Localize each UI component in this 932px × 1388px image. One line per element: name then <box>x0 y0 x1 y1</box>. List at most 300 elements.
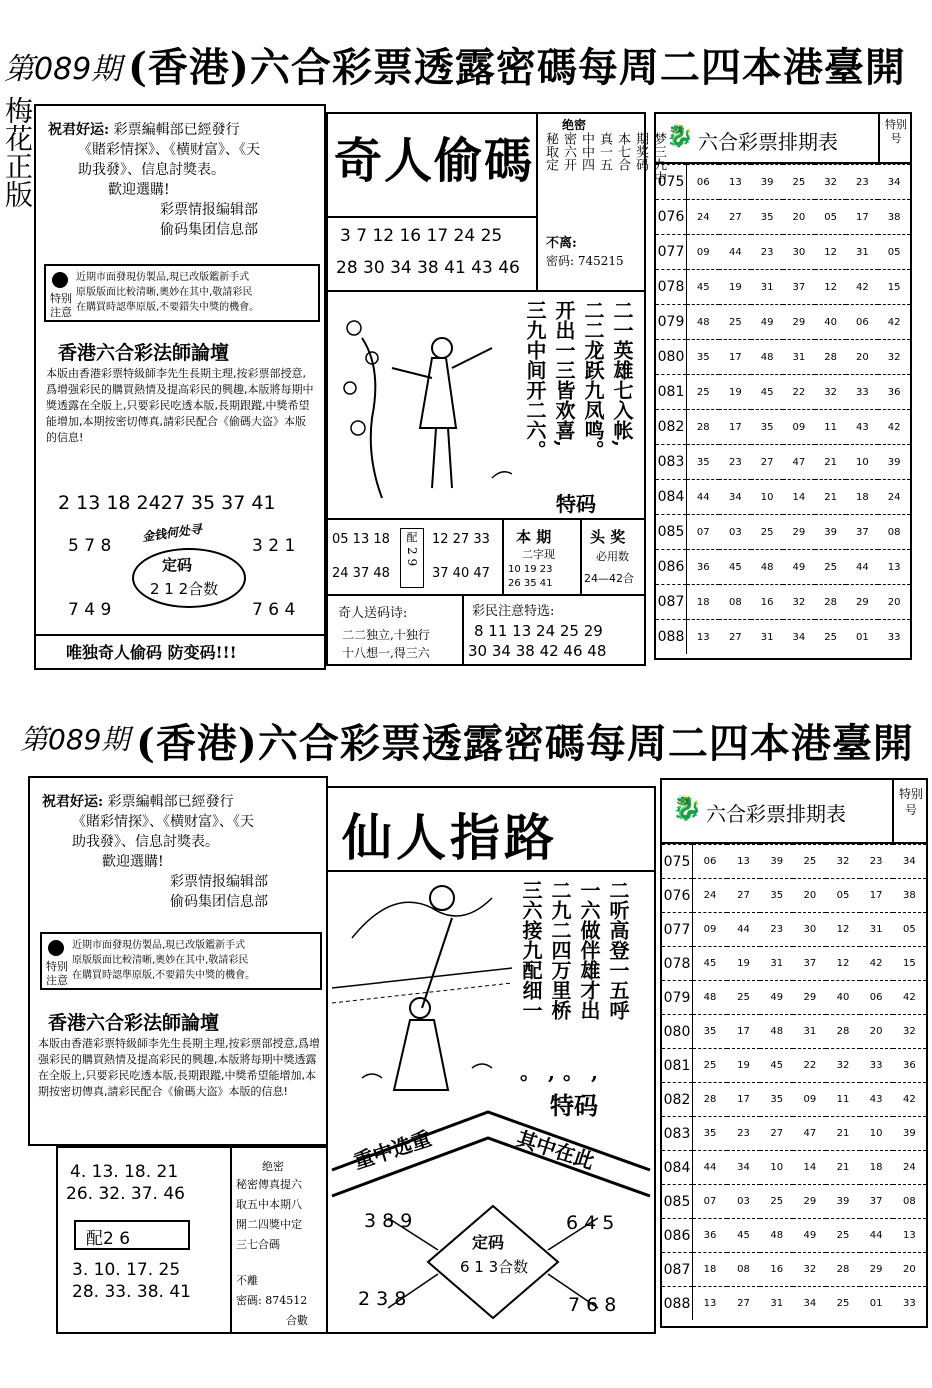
schedule-number: 34 <box>893 845 926 879</box>
schedule-number: 33 <box>893 1287 926 1321</box>
schedule-period: 087 <box>656 585 687 620</box>
schedule-number: 21 <box>826 1117 859 1151</box>
notice-label: 特别注意 <box>50 292 72 319</box>
schedule-number: 28 <box>826 1015 859 1049</box>
notice-line1-b: 近期市面發現仿製品,現已改版鑑新手式 <box>72 940 246 951</box>
caimin-box <box>462 594 646 666</box>
schedule-number: 31 <box>860 913 893 947</box>
schedule-row <box>662 913 926 947</box>
schedule-number: 01 <box>846 620 878 655</box>
schedule-number: 18 <box>860 1151 893 1185</box>
songma-box <box>326 594 464 666</box>
schedule-number: 18 <box>693 1253 727 1287</box>
schedule-number: 35 <box>751 200 783 235</box>
schedule-number: 13 <box>878 550 910 585</box>
diamond-tr: 6 4 5 <box>566 1212 615 1234</box>
schedule-number: 29 <box>783 305 815 340</box>
schedule-number: 27 <box>719 200 751 235</box>
schedule-number: 23 <box>860 845 893 879</box>
schedule-number: 36 <box>693 1219 727 1253</box>
oval-left-top: 5 7 8 <box>68 536 112 556</box>
greeting-line3-b: 助我發》、信息討獎表。 <box>72 834 219 850</box>
lower-pei: 配2 6 <box>86 1229 131 1249</box>
schedule-number: 34 <box>727 1151 760 1185</box>
schedule-number: 17 <box>846 200 878 235</box>
schedule-number: 27 <box>760 1117 793 1151</box>
schedule-number: 12 <box>815 235 847 270</box>
schedule-number: 06 <box>693 845 727 879</box>
schedule-number: 25 <box>815 620 847 655</box>
schedule-number: 36 <box>878 375 910 410</box>
schedule-number: 07 <box>693 1185 727 1219</box>
schedule-number: 11 <box>815 410 847 445</box>
schedule-number: 32 <box>815 165 847 200</box>
pei-right1: 12 27 33 <box>432 532 490 547</box>
footer-text: 唯独奇人偷码 防变码!!! <box>66 643 237 662</box>
secret-col6: 期奖码 <box>633 132 648 171</box>
schedule-number: 31 <box>760 1287 793 1321</box>
schedule-row <box>656 585 910 620</box>
schedule-number: 48 <box>693 981 727 1015</box>
poem-b-col3: 一六做伴雄才出 <box>577 880 601 1020</box>
banner-left: 重中选重 <box>350 1126 435 1174</box>
poem-col3: 二二龙跃九凤鸣。 <box>581 300 605 460</box>
lower-row4: 28. 33. 38. 41 <box>72 1282 191 1302</box>
pei-box <box>326 518 504 596</box>
schedule-row <box>656 515 910 550</box>
secret-col5: 本七合 <box>615 132 630 171</box>
left-panel-bottom <box>28 776 328 1146</box>
schedule-number: 07 <box>687 515 720 550</box>
schedule-number: 28 <box>826 1253 859 1287</box>
schedule-number: 38 <box>893 879 926 913</box>
schedule-row <box>656 270 910 305</box>
schedule-number: 45 <box>687 270 720 305</box>
schedule-number: 39 <box>815 515 847 550</box>
schedule-number: 08 <box>727 1253 760 1287</box>
schedule-top-special: 特别号 <box>878 114 912 162</box>
schedule-number: 36 <box>893 1049 926 1083</box>
schedule-number: 20 <box>860 1015 893 1049</box>
schedule-period: 075 <box>656 165 687 200</box>
schedule-period: 088 <box>656 620 687 655</box>
schedule-number: 32 <box>878 340 910 375</box>
schedule-number: 35 <box>693 1117 727 1151</box>
notice-box <box>44 264 320 322</box>
schedule-row <box>662 879 926 913</box>
schedule-period: 088 <box>662 1287 693 1321</box>
caimin-title: 彩民注意特选: <box>472 604 555 619</box>
greeting-line2: 《賭彩情探》、《横财富》、《天 <box>78 142 260 158</box>
side-title: 梅花正版 <box>1 96 34 208</box>
poem-col1: 三九中间开二六。 <box>523 300 547 460</box>
schedule-number: 34 <box>878 165 910 200</box>
schedule-number: 47 <box>783 445 815 480</box>
pei-left1: 05 13 18 <box>332 532 390 547</box>
schedule-number: 25 <box>793 845 826 879</box>
secret-col3: 中中四 <box>579 132 594 171</box>
schedule-number: 17 <box>719 410 751 445</box>
left-panel <box>34 104 326 670</box>
notice-line2: 原版版面比較清晰,奧妙在其中,敬請彩民 <box>76 287 253 298</box>
schedule-number: 49 <box>760 981 793 1015</box>
schedule-number: 28 <box>815 340 847 375</box>
benqi-sub: 二字现 <box>522 548 555 561</box>
schedule-number: 20 <box>793 879 826 913</box>
schedule-number: 32 <box>783 585 815 620</box>
schedule-number: 40 <box>826 981 859 1015</box>
schedule-number: 08 <box>878 515 910 550</box>
schedule-number: 29 <box>846 585 878 620</box>
schedule-number: 09 <box>693 913 727 947</box>
schedule-period: 076 <box>662 879 693 913</box>
pei-left2: 24 37 48 <box>332 566 390 581</box>
schedule-number: 35 <box>760 1083 793 1117</box>
schedule-period: 084 <box>662 1151 693 1185</box>
schedule-number: 21 <box>815 480 847 515</box>
notice-line3-b: 在購買時認準原版,不要錯失中獎的機會。 <box>72 970 256 981</box>
poem-b-col4: 二听高登一五呼 <box>606 880 630 1020</box>
poem-b-col1: 三六接九配细一 <box>519 880 543 1020</box>
schedule-number: 27 <box>727 879 760 913</box>
schedule-period: 078 <box>656 270 687 305</box>
issue-label: 第089期 <box>4 52 122 87</box>
lower-row2: 26. 32. 37. 46 <box>66 1184 185 1204</box>
schedule-number: 44 <box>719 235 751 270</box>
schedule-number: 13 <box>693 1287 727 1321</box>
schedule-number: 31 <box>846 235 878 270</box>
schedule-row <box>662 845 926 879</box>
schedule-number: 31 <box>751 620 783 655</box>
farmer-illustration <box>332 298 512 510</box>
pei-label: 配 <box>406 531 418 544</box>
schedule-number: 19 <box>719 270 751 305</box>
footer-rule <box>36 634 324 636</box>
schedule-number: 05 <box>893 913 926 947</box>
schedule-period: 081 <box>656 375 687 410</box>
schedule-number: 43 <box>846 410 878 445</box>
schedule-number: 23 <box>846 165 878 200</box>
poem-col2: 开出一三皆欢喜, <box>552 300 576 447</box>
schedule-top-table <box>656 164 910 654</box>
schedule-number: 30 <box>793 913 826 947</box>
schedule-number: 45 <box>693 947 727 981</box>
schedule-number: 27 <box>727 1287 760 1321</box>
schedule-number: 34 <box>719 480 751 515</box>
schedule-number: 39 <box>893 1117 926 1151</box>
schedule-number: 25 <box>751 515 783 550</box>
schedule-number: 03 <box>727 1185 760 1219</box>
oval-left-bottom: 7 4 9 <box>68 600 112 620</box>
pei-right2: 37 40 47 <box>432 566 490 581</box>
secret-col4: 真一五 <box>597 132 612 171</box>
schedule-row <box>656 480 910 515</box>
schedule-number: 29 <box>793 981 826 1015</box>
issue-label-bottom: 第089期 <box>20 723 130 756</box>
greeting-sign2-b: 偷码集团信息部 <box>170 894 268 910</box>
center-panel-bottom <box>326 786 656 1334</box>
schedule-number: 23 <box>727 1117 760 1151</box>
schedule-number: 35 <box>751 410 783 445</box>
schedule-number: 10 <box>751 480 783 515</box>
schedule-number: 32 <box>893 1015 926 1049</box>
schedule-number: 25 <box>826 1287 859 1321</box>
schedule-bottom <box>660 778 928 1328</box>
schedule-number: 48 <box>760 1015 793 1049</box>
schedule-number: 10 <box>860 1117 893 1151</box>
schedule-number: 06 <box>846 305 878 340</box>
schedule-number: 49 <box>751 305 783 340</box>
schedule-number: 14 <box>783 480 815 515</box>
schedule-row <box>662 1049 926 1083</box>
secret-b-line2: 取五中本期八 <box>236 1198 302 1211</box>
schedule-row <box>662 1287 926 1321</box>
schedule-number: 13 <box>719 165 751 200</box>
schedule-row <box>656 550 910 585</box>
schedule-number: 23 <box>760 913 793 947</box>
schedule-row <box>656 235 910 270</box>
schedule-top-icon: 🐉 <box>666 124 694 149</box>
schedule-number: 33 <box>878 620 910 655</box>
schedule-period: 085 <box>656 515 687 550</box>
schedule-number: 27 <box>719 620 751 655</box>
diamond-value: 6 1 3合数 <box>460 1258 529 1276</box>
schedule-number: 10 <box>846 445 878 480</box>
schedule-number: 48 <box>751 340 783 375</box>
schedule-number: 40 <box>815 305 847 340</box>
schedule-row <box>662 1117 926 1151</box>
schedule-number: 28 <box>693 1083 727 1117</box>
notice-dot-icon <box>52 272 68 288</box>
secret-b-buli: 不離 <box>236 1274 258 1287</box>
schedule-period: 084 <box>656 480 687 515</box>
schedule-number: 25 <box>693 1049 727 1083</box>
schedule-number: 21 <box>826 1151 859 1185</box>
toujiang-box <box>580 518 646 596</box>
schedule-row <box>656 375 910 410</box>
schedule-row <box>656 305 910 340</box>
schedule-number: 28 <box>815 585 847 620</box>
schedule-number: 05 <box>815 200 847 235</box>
schedule-number: 25 <box>815 550 847 585</box>
secret-box <box>536 112 666 292</box>
schedule-number: 29 <box>783 515 815 550</box>
schedule-number: 20 <box>846 340 878 375</box>
greeting-line1-b: 彩票編輯部已經發行 <box>107 794 234 810</box>
schedule-number: 14 <box>793 1151 826 1185</box>
schedule-number: 45 <box>760 1049 793 1083</box>
greeting-sign1-b: 彩票情报编辑部 <box>170 874 268 890</box>
schedule-number: 17 <box>727 1083 760 1117</box>
benqi-row2: 26 35 41 <box>508 578 553 589</box>
schedule-number: 44 <box>693 1151 727 1185</box>
schedule-period: 079 <box>662 981 693 1015</box>
schedule-row <box>662 1253 926 1287</box>
schedule-number: 37 <box>846 515 878 550</box>
schedule-number: 31 <box>793 1015 826 1049</box>
schedule-number: 44 <box>727 913 760 947</box>
greeting-bottom <box>42 792 322 912</box>
schedule-number: 24 <box>893 1151 926 1185</box>
schedule-number: 05 <box>826 879 859 913</box>
schedule-number: 29 <box>860 1253 893 1287</box>
benqi-title: 本 期 <box>516 528 552 546</box>
secret-b-heshu: 合數 <box>286 1314 308 1327</box>
schedule-number: 49 <box>783 550 815 585</box>
schedule-bottom-table <box>662 844 926 1320</box>
schedule-number: 32 <box>815 375 847 410</box>
schedule-number: 42 <box>893 981 926 1015</box>
schedule-number: 24 <box>687 200 720 235</box>
schedule-number: 16 <box>751 585 783 620</box>
schedule-number: 13 <box>893 1219 926 1253</box>
schedule-number: 45 <box>719 550 751 585</box>
schedule-number: 16 <box>760 1253 793 1287</box>
songma-line2: 十八想一,得三六 <box>342 646 430 660</box>
schedule-number: 32 <box>826 845 859 879</box>
oval-value: 2 1 2合数 <box>150 580 219 598</box>
schedule-number: 30 <box>783 235 815 270</box>
secret-b-mima: 密碼: 874512 <box>236 1294 308 1307</box>
schedule-number: 42 <box>893 1083 926 1117</box>
schedule-number: 35 <box>687 445 720 480</box>
schedule-number: 21 <box>815 445 847 480</box>
schedule-period: 079 <box>656 305 687 340</box>
pei-value: 2 9 <box>405 547 419 567</box>
greeting <box>48 120 320 240</box>
schedule-number: 09 <box>793 1083 826 1117</box>
schedule-number: 42 <box>846 270 878 305</box>
title-box <box>326 112 538 218</box>
secret-b-line4: 三七合碼 <box>236 1238 280 1251</box>
forum-text: 本版由香港彩票特級師李先生長期主理,按彩票部授意,爲增强彩民的購買熱情及提高彩民的興趣,本版將每期中獎透露在全版上,只要彩民吃透本版,長期跟蹤,中獎希望能增加,本期按密切傳真,請彩民配合《偷碼大盗》本版的信息! <box>46 367 314 444</box>
oval-right-bottom: 7 6 4 <box>252 600 296 620</box>
schedule-row <box>656 340 910 375</box>
secret-box-bottom <box>230 1146 328 1334</box>
poem-col4: 二一英雄七入帐, <box>610 300 634 447</box>
schedule-row <box>656 620 910 655</box>
title-nums-row1: 3 7 12 16 17 24 25 <box>340 226 503 246</box>
schedule-number: 35 <box>687 340 720 375</box>
schedule-number: 45 <box>727 1219 760 1253</box>
schedule-number: 28 <box>687 410 720 445</box>
oval-label: 定码 <box>162 556 193 574</box>
schedule-number: 15 <box>893 947 926 981</box>
secret-head: 绝密 <box>562 118 587 132</box>
schedule-number: 10 <box>760 1151 793 1185</box>
schedule-number: 17 <box>719 340 751 375</box>
schedule-number: 03 <box>719 515 751 550</box>
schedule-number: 25 <box>687 375 720 410</box>
schedule-number: 19 <box>719 375 751 410</box>
schedule-number: 37 <box>793 947 826 981</box>
schedule-number: 23 <box>751 235 783 270</box>
schedule-period: 078 <box>662 947 693 981</box>
forum-title-b: 香港六合彩法師論壇 <box>48 1012 220 1034</box>
schedule-number: 37 <box>860 1185 893 1219</box>
schedule-period: 080 <box>662 1015 693 1049</box>
forum-title: 香港六合彩法師論壇 <box>58 342 230 364</box>
schedule-number: 20 <box>893 1253 926 1287</box>
schedule-bottom-title: 六合彩票排期表 <box>706 802 846 826</box>
schedule-period: 077 <box>656 235 687 270</box>
schedule-top <box>654 112 912 660</box>
schedule-number: 48 <box>760 1219 793 1253</box>
schedule-number: 17 <box>727 1015 760 1049</box>
notice-line1: 近期市面發現仿製品,現已改版鑑新手式 <box>76 272 250 283</box>
title-nums-box <box>326 216 538 292</box>
schedule-number: 34 <box>783 620 815 655</box>
greeting-welcome-b: 歡迎選購! <box>102 854 164 870</box>
schedule-number: 36 <box>687 550 720 585</box>
forum-text-b: 本版由香港彩票特級師李先生長期主理,按彩票部授意,爲增强彩民的購買熱情及提高彩民的興趣,本版將每期中獎透露在全版上,只要彩民吃透本版,長期跟蹤,中獎希望能增加,本期按密切傳真,請彩民配合《偷碼大盗》本版的信息! <box>38 1037 320 1098</box>
sage-illustration <box>332 878 512 1098</box>
secret-mima: 密码: 745215 <box>546 254 624 268</box>
caimin-row2: 30 34 38 42 46 48 <box>468 642 607 660</box>
schedule-number: 25 <box>760 1185 793 1219</box>
benqi-box <box>502 518 582 596</box>
schedule-number: 42 <box>860 947 893 981</box>
schedule-number: 20 <box>878 585 910 620</box>
title-text-bottom: 仙人指路 <box>342 808 558 867</box>
pei-frame <box>400 528 424 588</box>
greeting-sign1: 彩票情报编辑部 <box>160 202 258 218</box>
secret-b-line3: 開二四獎中定 <box>236 1218 302 1231</box>
schedule-number: 18 <box>846 480 878 515</box>
schedule-number: 35 <box>760 879 793 913</box>
schedule-number: 33 <box>846 375 878 410</box>
banner-right: 其中在此 <box>513 1126 598 1174</box>
schedule-number: 37 <box>783 270 815 305</box>
schedule-period: 086 <box>662 1219 693 1253</box>
schedule-number: 19 <box>727 1049 760 1083</box>
schedule-number: 44 <box>860 1219 893 1253</box>
schedule-period: 083 <box>662 1117 693 1151</box>
schedule-top-title: 六合彩票排期表 <box>698 130 838 154</box>
schedule-number: 42 <box>878 410 910 445</box>
schedule-number: 44 <box>846 550 878 585</box>
schedule-number: 17 <box>860 879 893 913</box>
schedule-number: 25 <box>719 305 751 340</box>
lower-row1: 4. 13. 18. 21 <box>70 1162 179 1182</box>
schedule-number: 39 <box>878 445 910 480</box>
title-text: 奇人偷碼 <box>334 133 535 189</box>
schedule-period: 077 <box>662 913 693 947</box>
greeting-title: 祝君好运: <box>48 122 110 138</box>
oval-right-top: 3 2 1 <box>252 536 296 556</box>
schedule-period: 081 <box>662 1049 693 1083</box>
schedule-period: 083 <box>656 445 687 480</box>
schedule-number: 32 <box>826 1049 859 1083</box>
notice-label-b: 特别注意 <box>46 960 68 987</box>
toujiang-title: 头 奖 <box>590 528 626 546</box>
greeting-sign2: 偷码集团信息部 <box>160 222 258 238</box>
schedule-number: 24 <box>693 879 727 913</box>
schedule-number: 49 <box>793 1219 826 1253</box>
schedule-period: 082 <box>662 1083 693 1117</box>
poem-box <box>326 290 646 520</box>
schedule-row <box>662 1083 926 1117</box>
schedule-number: 05 <box>878 235 910 270</box>
schedule-number: 15 <box>878 270 910 305</box>
schedule-number: 25 <box>727 981 760 1015</box>
schedule-number: 18 <box>687 585 720 620</box>
schedule-number: 48 <box>751 550 783 585</box>
schedule-number: 12 <box>826 913 859 947</box>
toujiang-sub: 必用数 <box>596 550 629 563</box>
page-header-bottom: (香港)六合彩票透露密碼每周二四本港臺開 <box>136 720 914 767</box>
schedule-number: 43 <box>860 1083 893 1117</box>
